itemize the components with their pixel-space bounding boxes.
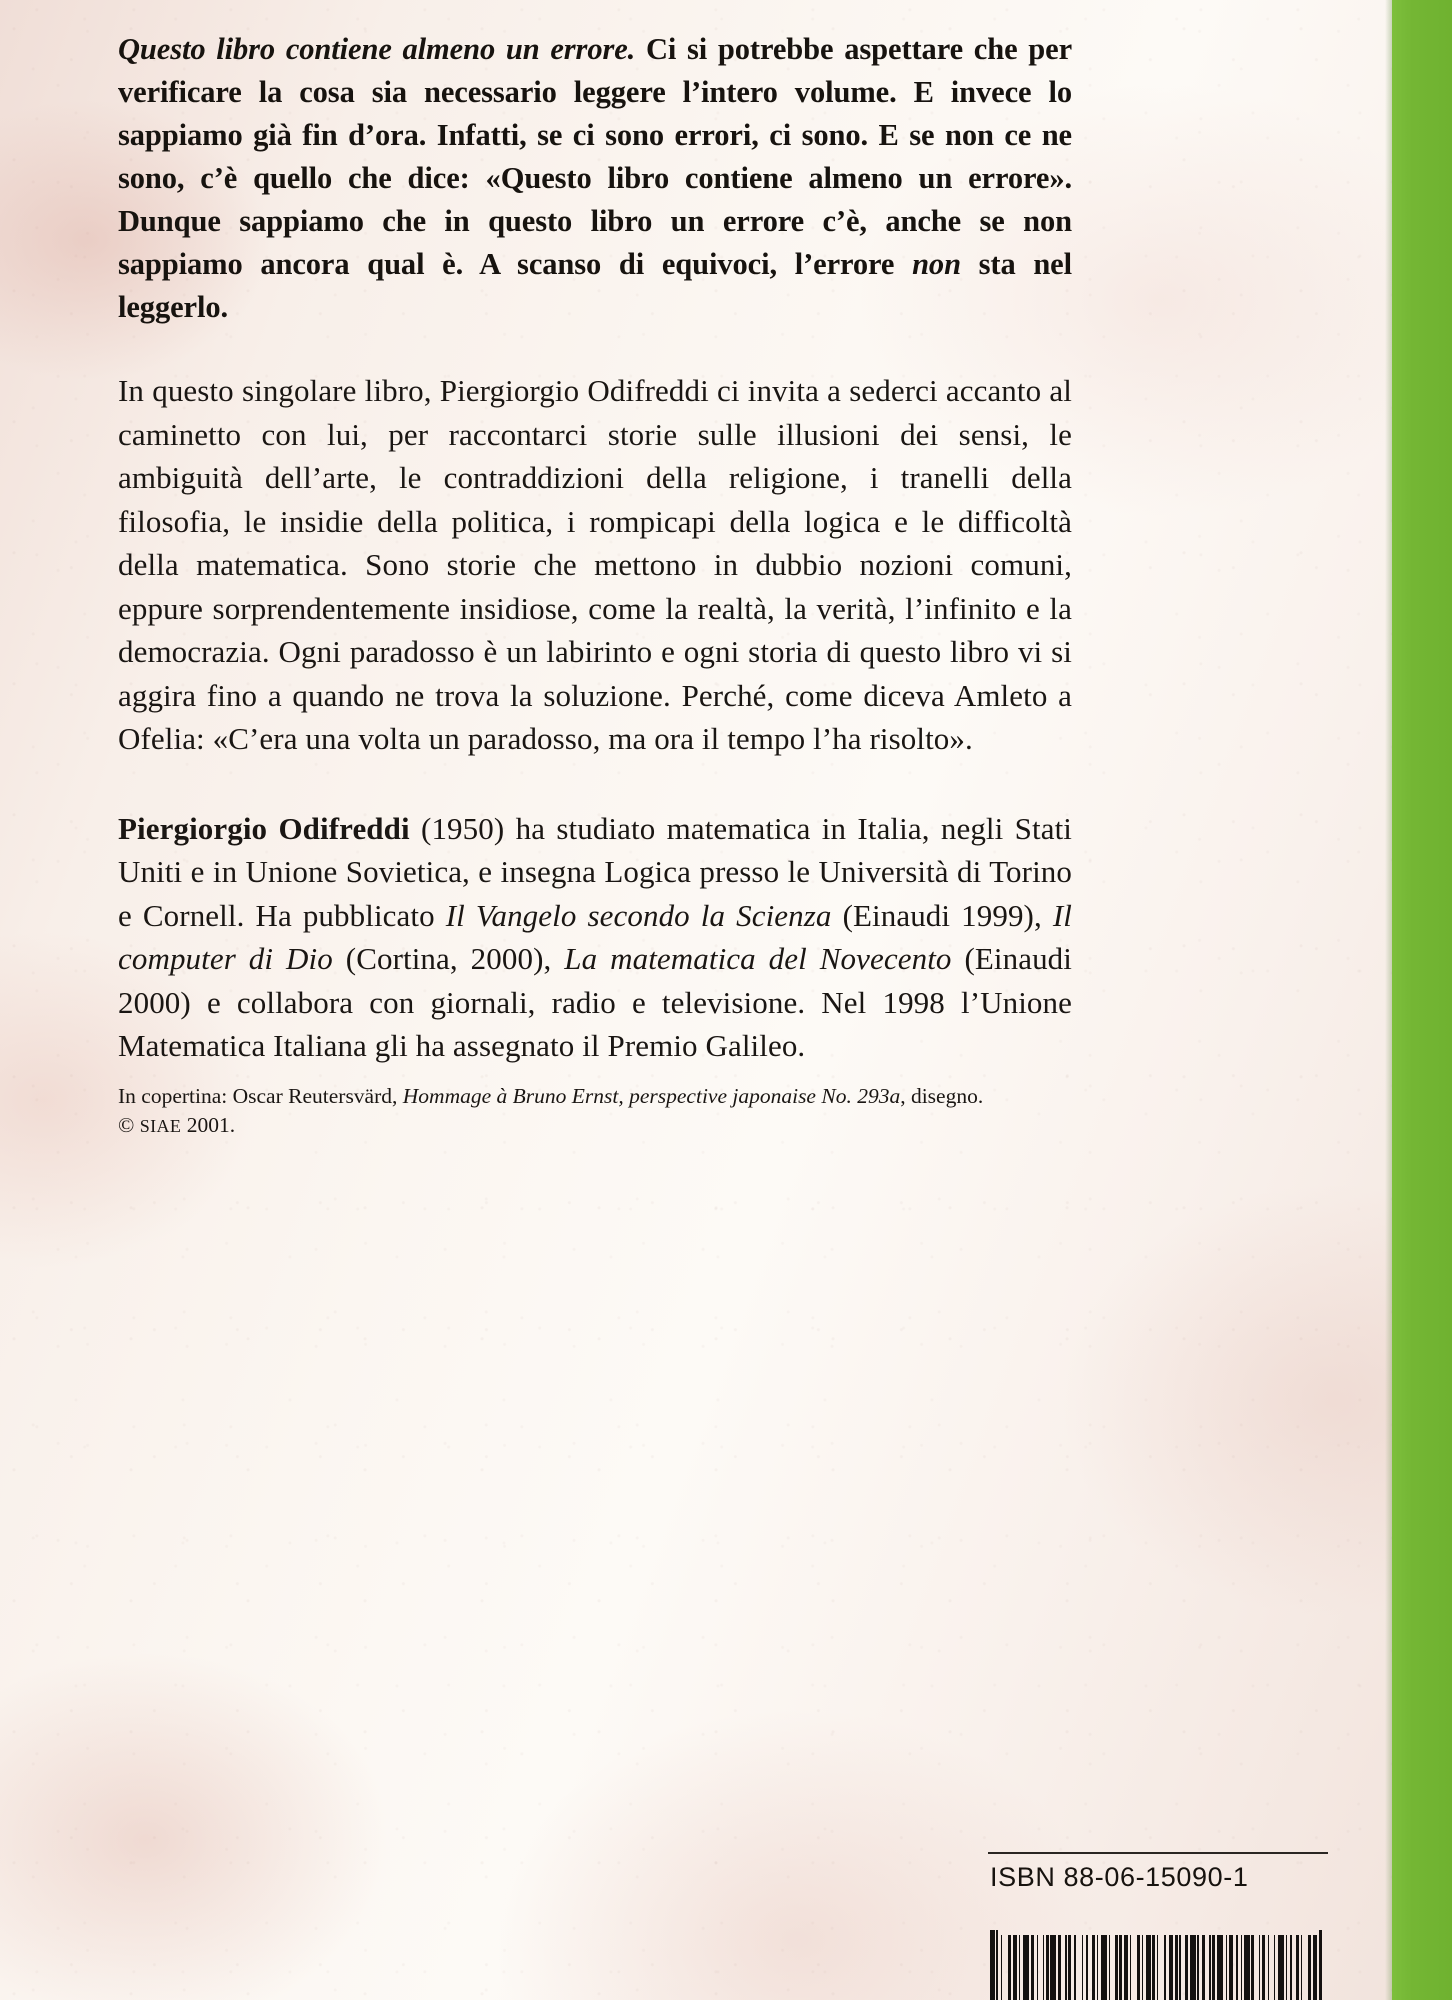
copyright-mark: © [118, 1112, 140, 1137]
bio-segment-2: (Einaudi 1999), [831, 897, 1053, 933]
author-bio-paragraph [118, 807, 1072, 1068]
copyright-year: 2001. [181, 1112, 236, 1137]
lead-emphasis-non: non [912, 247, 961, 281]
copyright-organization: SIAE [139, 1115, 182, 1136]
isbn-divider-rule [988, 1852, 1328, 1854]
description-paragraph: In questo singolare libro, Piergiorgio Odifreddi ci invita a sederci accanto al caminetto con lui, per raccontarci storie sulle illusioni dei sensi, le ambiguità dell’arte, le contraddizioni della religione, i tranelli della filosofia, le insidie della politica, i rompicapi della logica e le difficoltà della matematica. Sono storie che mettono in dubbio nozioni comuni, eppure sorprendentemente insidiose, come la realtà, la verità, l’infinito e la democrazia. Ogni paradosso è un labirinto e ogni storia di questo libro vi si aggira fino a quando ne trova la soluzione. Perché, come diceva Amleto a Ofelia: «C’era una volta un paradosso, ma ora il tempo l’ha risolto». [118, 373, 1072, 756]
green-spine-band [1392, 0, 1452, 2000]
lead-paragraph [118, 0, 1072, 329]
credit-suffix: , disegno. [900, 1083, 984, 1108]
lead-rest-text: Ci si potrebbe aspettare che per verificare la cosa sia necessario leggere l’intero volume. E invece lo sappiamo già fin d’ora. Infatti, se ci sono errori, ci sono. E se non ce ne sono, c’è quello che dice: «Questo libro contiene almeno un errore». Dunque sappiamo che in questo libro un errore c’è, anche se non sappiamo ancora qual è. A scanso di equivoci, l’errore [118, 32, 1073, 281]
green-band-shadow [1385, 0, 1392, 2000]
book-title-matematica-novecento: La matematica del Novecento [564, 941, 952, 976]
blurb-text-column [118, 0, 1072, 1141]
isbn-label: ISBN 88-06-15090-1 [990, 1862, 1249, 1892]
artwork-title: Hommage à Bruno Ernst, perspective japonaise No. 293a [402, 1083, 901, 1108]
lead-hook-sentence: Questo libro contiene almeno un errore. [118, 32, 636, 66]
isbn-barcode [990, 1930, 1324, 2000]
bio-segment-4: (Einaudi 2000) e collabora con giornali, radio e televisione. Nel 1998 l’Unione Matematica Italiana gli ha assegnato il Premio Galileo. [118, 941, 1072, 1063]
bio-segment-3: (Cortina, 2000), [332, 941, 565, 976]
isbn-block [990, 1862, 1320, 1893]
lead-tail-text: sta nel leggerlo. [118, 247, 1072, 324]
bio-segment-1: (1950) ha studiato matematica in Italia, negli Stati Uniti e in Unione Sovietica, e insegna Logica presso le Università di Torino e Cornell. Ha pubblicato [118, 810, 1073, 933]
author-name: Piergiorgio Odifreddi [118, 810, 410, 846]
book-title-computer-di-dio: Il computer di Dio [118, 897, 1072, 976]
cover-artwork-credit [118, 1082, 1072, 1141]
credit-prefix: In copertina: Oscar Reutersvärd, [118, 1083, 403, 1108]
book-title-vangelo: Il Vangelo secondo la Scienza [445, 897, 832, 933]
